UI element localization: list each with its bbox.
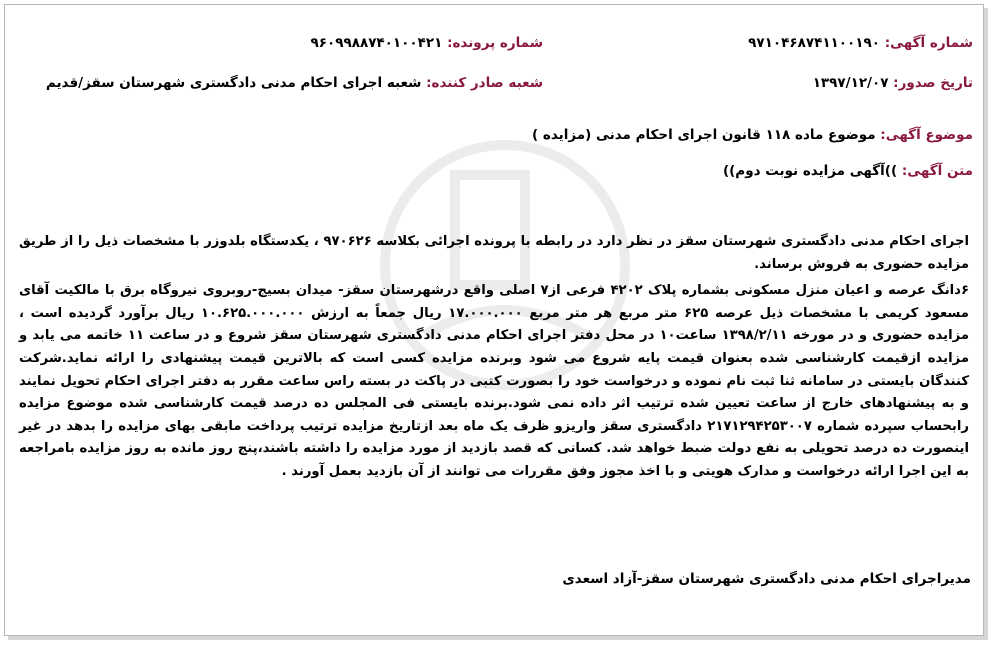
frame-shadow-right (984, 8, 988, 640)
signature: مدیراجرای احکام مدنی دادگستری شهرستان سقز-آزاد اسعدی (562, 571, 971, 587)
body-paragraph-1: اجرای احکام مدنی دادگستری شهرستان سقز در نظر دارد در رابطه با پرونده اجرائی بکلاسه ۹۷۰۶۲۶ ، یکدستگاه بلدوزر با مشخصات ذیل را از طریق مزایده حضوری به فروش برساند. (19, 234, 969, 272)
issue-date-value: ۱۳۹۷/۱۲/۰۷ (812, 75, 889, 91)
notice-frame (4, 4, 984, 636)
issuer-label: شعبه صادر کننده: (426, 75, 543, 91)
text-header-row (723, 163, 973, 179)
ad-number-row (748, 35, 973, 51)
body-paragraph-2: ۶دانگ عرصه و اعیان منزل مسکونی بشماره پلاک ۴۲۰۲ فرعی از۷ اصلی واقع درشهرستان سقز- میدان بسیج-روبروی نیروگاه برق با مالکیت آقای مسعود کریمی با مشخصات ذیل عرصه ۶۲۵ متر مربع هر متر مربع ۱۷.۰۰۰.۰۰۰ ریال جمعاً به ارزش ۱۰.۶۲۵.۰۰۰.۰۰۰ ریال برآورد گردیده است ، مزایده حضوری و در مورخه ۱۳۹۸/۲/۱۱ ساعت۱۰ در محل دفتر اجرای احکام مدنی دادگستری شهرستان سقز شروع و در ساعت ۱۱ خاتمه می یابد و مزایده ازقیمت کارشناسی شده بعنوان قیمت پایه شروع می شود وبرنده مزایده کسی است که بالاترین قیمت پیشنهادی را ارائه نماید.شرکت کنندگان بایستی در سامانه ثنا ثبت نام نموده و درخواست خود را بصورت کتبی در پاکت در بسته راس ساعت مقرر به دفتر اجرای احکام تحویل نمایند و به پیشنهادهای خارج از ساعت تعیین شده ترتیب اثر داده نمی شود.برنده بایستی فی المجلس ده درصد قیمت کارشناسی شده موضوع مزایده رابحساب سپرده شماره ۲۱۷۱۲۹۴۲۵۳۰۰۷ دادگستری سقز واریزو ظرف یک ماه بعد ازتاریخ مزایده ترتیب پرداخت مابقی بهای مزایده را بدهد در غیر اینصورت ده درصد تحویلی به نفع دولت ضبط خواهد شد. کسانی که قصد بازدید از مورد مزایده را داشته باشند،پنج روز مانده به روز مزایده بامراجعه به این اجرا ارائه درخواست و مدارک هویتی و با اخذ مجوز وفق مقررات می توانند از آن بازدید بعمل آورند . (19, 283, 970, 479)
issuer-value: شعبه اجرای احکام مدنی دادگستری شهرستان سقز/قدیم (45, 75, 422, 91)
file-number-value: ۹۶۰۹۹۸۸۷۴۰۱۰۰۴۲۱ (310, 35, 443, 51)
frame-shadow-bottom (8, 636, 988, 640)
text-header-value: ))آگهی مزایده نوبت دوم)) (722, 163, 898, 179)
ad-number-label: شماره آگهی: (884, 35, 973, 51)
file-number-label: شماره پرونده: (447, 35, 543, 51)
issuer-row (46, 75, 543, 91)
text-header-label: متن آگهی: (901, 163, 973, 179)
subject-value: موضوع ماده ۱۱۸ قانون اجرای احکام مدنی (مزایده ) (532, 127, 876, 143)
file-number-row (311, 35, 543, 51)
notice-body (19, 231, 969, 488)
ad-number-value: ۹۷۱۰۴۶۸۷۴۱۱۰۰۱۹۰ (748, 35, 880, 51)
issue-date-label: تاریخ صدور: (893, 75, 973, 91)
subject-label: موضوع آگهی: (880, 127, 973, 143)
issue-date-row (813, 75, 973, 91)
